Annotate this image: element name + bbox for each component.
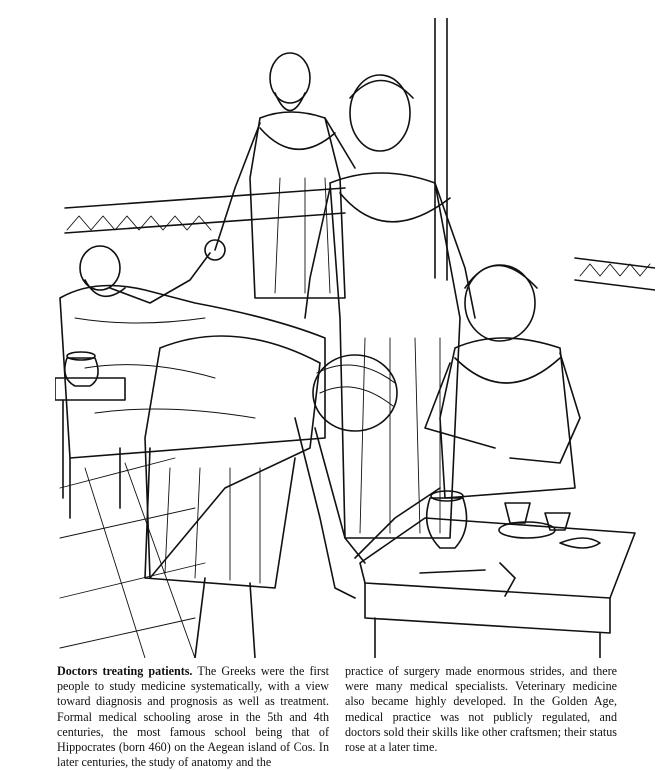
caption-left-column [57, 664, 329, 770]
greek-doctors-illustration [55, 18, 655, 658]
patient-bed [55, 286, 325, 519]
caption-right-text: practice of surgery made enormous strides, and there were many medical specialists. Veterinary medicine also became highly developed. In the Golden Age, medical practice was not publicly regulated, and doctors sold their skills like other craftsmen; their status rose at a later time. [345, 664, 617, 755]
jug-on-stool [65, 352, 98, 386]
caption-lead: Doctors treating patients. [57, 664, 193, 678]
seated-boy [355, 265, 580, 558]
standing-woman [305, 75, 475, 538]
bending-doctor [145, 336, 397, 658]
caption-right-column [345, 664, 617, 755]
patient-figure [80, 240, 225, 303]
caption-left-text: The Greeks were the first people to study medicine systematically, with a view toward diagnosis and prognosis as well as treatment. Formal medical schooling arose in the 5th and 4th centuries, the most famous school being that of Hippocrates (born 460) on the Aegean island of Cos. In later centuries, the study of anatomy and the [57, 664, 330, 770]
standing-physician [215, 53, 355, 298]
instrument-table [360, 491, 635, 658]
